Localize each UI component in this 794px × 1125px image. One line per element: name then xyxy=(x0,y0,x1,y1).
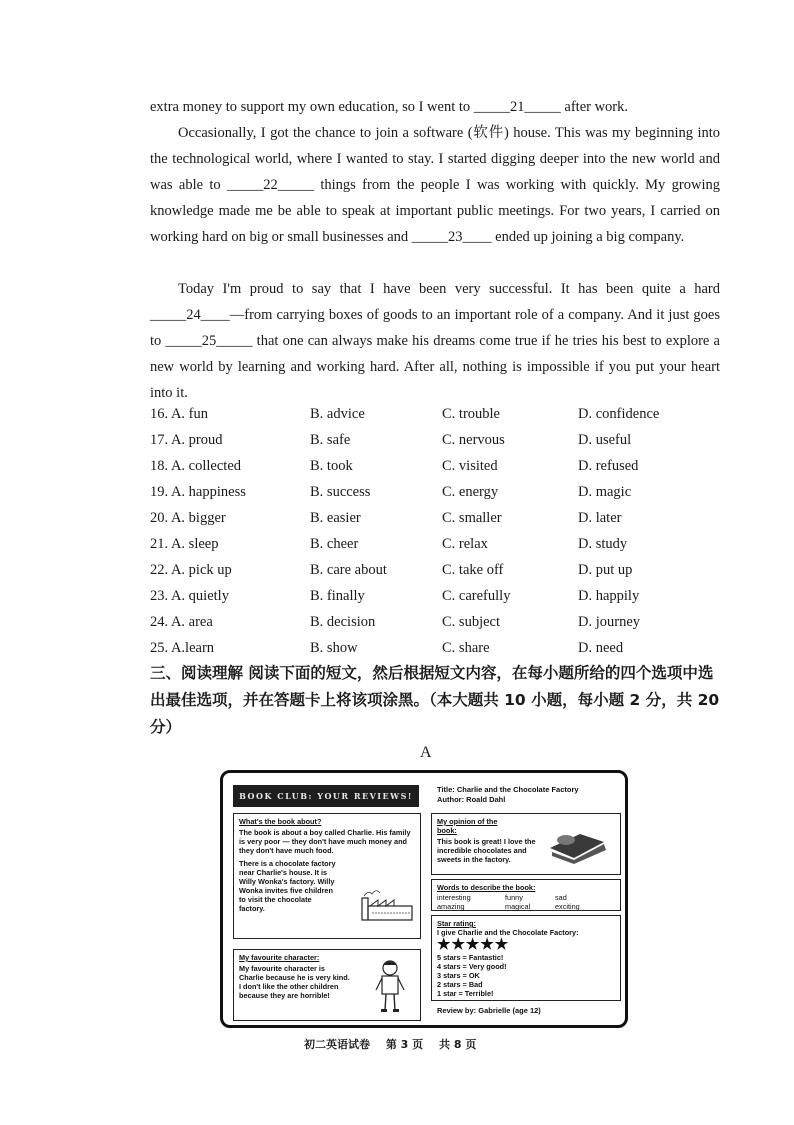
option-c: C. smaller xyxy=(442,510,502,526)
opinion-box xyxy=(431,813,621,875)
poster-banner: BOOK CLUB: YOUR REVIEWS! xyxy=(233,785,419,807)
option-b: B. decision xyxy=(310,614,376,630)
rating-line: 1 star = Terrible! xyxy=(437,989,494,998)
option-b: B. success xyxy=(310,484,371,500)
word-item: funny xyxy=(505,893,523,902)
option-a: 25. A.learn xyxy=(150,640,215,656)
factory-icon xyxy=(356,884,416,924)
option-a: 16. A. fun xyxy=(150,406,208,422)
favourite-box xyxy=(233,949,421,1021)
option-c: C. energy xyxy=(442,484,499,500)
poster-title-block xyxy=(437,785,579,805)
option-row-19 xyxy=(150,484,720,510)
option-row-18 xyxy=(150,458,720,484)
option-c: C. trouble xyxy=(442,406,500,422)
option-a: 17. A. proud xyxy=(150,432,223,448)
about-label: What's the book about? xyxy=(239,817,322,826)
review-by: Review by: Gabrielle (age 12) xyxy=(437,1006,541,1015)
option-c: C. subject xyxy=(442,614,500,630)
option-b: B. advice xyxy=(310,406,365,422)
option-b: B. finally xyxy=(310,588,365,604)
star-label: Star rating: xyxy=(437,919,476,928)
option-d: D. need xyxy=(578,640,624,656)
words-label: Words to describe the book: xyxy=(437,883,536,892)
word-item: amazing xyxy=(437,902,465,911)
option-c: C. nervous xyxy=(442,432,505,448)
word-item: interesting xyxy=(437,893,471,902)
poster-author: Author: Roald Dahl xyxy=(437,795,506,804)
option-b: B. care about xyxy=(310,562,387,578)
exam-name: 初二英语试卷 xyxy=(304,1038,370,1051)
option-d: D. happily xyxy=(578,588,640,604)
option-b: B. easier xyxy=(310,510,361,526)
option-a: 18. A. collected xyxy=(150,458,242,474)
option-c: C. relax xyxy=(442,536,488,552)
option-d: D. useful xyxy=(578,432,632,448)
option-d: D. study xyxy=(578,536,628,552)
star-rating-box xyxy=(431,915,621,1001)
rating-line: 3 stars = OK xyxy=(437,971,480,980)
opinion-label: My opinion of the book: xyxy=(437,817,498,835)
words-box xyxy=(431,879,621,911)
option-d: D. later xyxy=(578,510,622,526)
passage-paragraph-2: Occasionally, I got the chance to join a software (软件) house. This was my beginning into the technological world, where I wanted to stay. I started digging deeper into the new world and was able to _____22_____ things from the people I was working with quickly. My growing knowledge made me be able to speak at important public meetings. For two years, I carried on working hard on big or small businesses and _____23____ ended up joining a big company. xyxy=(150,125,720,245)
book-review-poster xyxy=(220,770,628,1028)
about-box xyxy=(233,813,421,939)
option-d: D. refused xyxy=(578,458,639,474)
page-number: 第 3 页 xyxy=(385,1038,424,1051)
option-a: 24. A. area xyxy=(150,614,213,630)
option-c: C. visited xyxy=(442,458,498,474)
option-row-20 xyxy=(150,510,720,536)
passage-paragraph-1: extra money to support my own education, so I went to _____21_____ after work. xyxy=(150,99,629,115)
total-pages: 共 8 页 xyxy=(439,1038,477,1051)
page-footer xyxy=(304,1036,488,1052)
option-b: B. show xyxy=(310,640,358,656)
about-text-2: There is a chocolate factory near Charlie's house. It is Willy Wonka's factory. Willy Wonka invites five children to visit the chocolate factory. xyxy=(239,859,336,913)
favourite-label: My favourite character: xyxy=(239,953,320,962)
option-a: 20. A. bigger xyxy=(150,510,226,526)
word-item: sad xyxy=(555,893,567,902)
chocolate-bar-icon xyxy=(544,826,614,864)
word-item: exciting xyxy=(555,902,580,911)
option-b: B. cheer xyxy=(310,536,359,552)
option-a: 23. A. quietly xyxy=(150,588,229,604)
star-icons: ★★★★★ xyxy=(437,936,510,953)
option-c: C. carefully xyxy=(442,588,511,604)
option-c: C. take off xyxy=(442,562,504,578)
option-a: 21. A. sleep xyxy=(150,536,219,552)
option-row-23 xyxy=(150,588,720,614)
boy-character-icon xyxy=(372,958,408,1016)
option-b: B. took xyxy=(310,458,353,474)
option-d: D. confidence xyxy=(578,406,660,422)
option-a: 22. A. pick up xyxy=(150,562,232,578)
option-row-22 xyxy=(150,562,720,588)
option-row-17 xyxy=(150,432,720,458)
poster-title: Title: Charlie and the Chocolate Factory xyxy=(437,785,579,794)
option-d: D. put up xyxy=(578,562,633,578)
option-row-16 xyxy=(150,406,720,432)
rating-line: 5 stars = Fantastic! xyxy=(437,953,504,962)
part-label: A xyxy=(420,744,432,761)
option-row-21 xyxy=(150,536,720,562)
option-row-24 xyxy=(150,614,720,640)
passage-paragraph-3: Today I'm proud to say that I have been very successful. It has been quite a hard _____24____—from carrying boxes of goods to an important role of a company. And it just goes to _____25_____ that one can always make his dreams come true if he tries his best to explore a new world by learning and working hard. After all, nothing is impossible if you put your heart into it. xyxy=(150,281,720,401)
star-intro: I give Charlie and the Chocolate Factory: xyxy=(437,928,579,937)
option-d: D. journey xyxy=(578,614,641,630)
section-heading: 三、阅读理解 阅读下面的短文，然后根据短文内容，在每小题所给的四个选项中选出最佳选项，并在答题卡上将该项涂黑。（本大题共 10 小题，每小题 2 分，共 20 分） xyxy=(150,664,720,736)
about-text-1: The book is about a boy called Charlie. His family is very poor — they don't have much money and they don't have much food. xyxy=(239,828,411,855)
opinion-text: This book is great! I love the incredible chocolates and sweets in the factory. xyxy=(437,837,536,864)
favourite-text: My favourite character is Charlie because he is very kind. I don't like the other children because they are horrible! xyxy=(239,964,350,1000)
rating-line: 2 stars = Bad xyxy=(437,980,483,989)
rating-line: 4 stars = Very good! xyxy=(437,962,507,971)
option-c: C. share xyxy=(442,640,490,656)
option-a: 19. A. happiness xyxy=(150,484,246,500)
word-list xyxy=(437,893,615,911)
option-d: D. magic xyxy=(578,484,632,500)
word-item: magical xyxy=(505,902,531,911)
option-b: B. safe xyxy=(310,432,351,448)
